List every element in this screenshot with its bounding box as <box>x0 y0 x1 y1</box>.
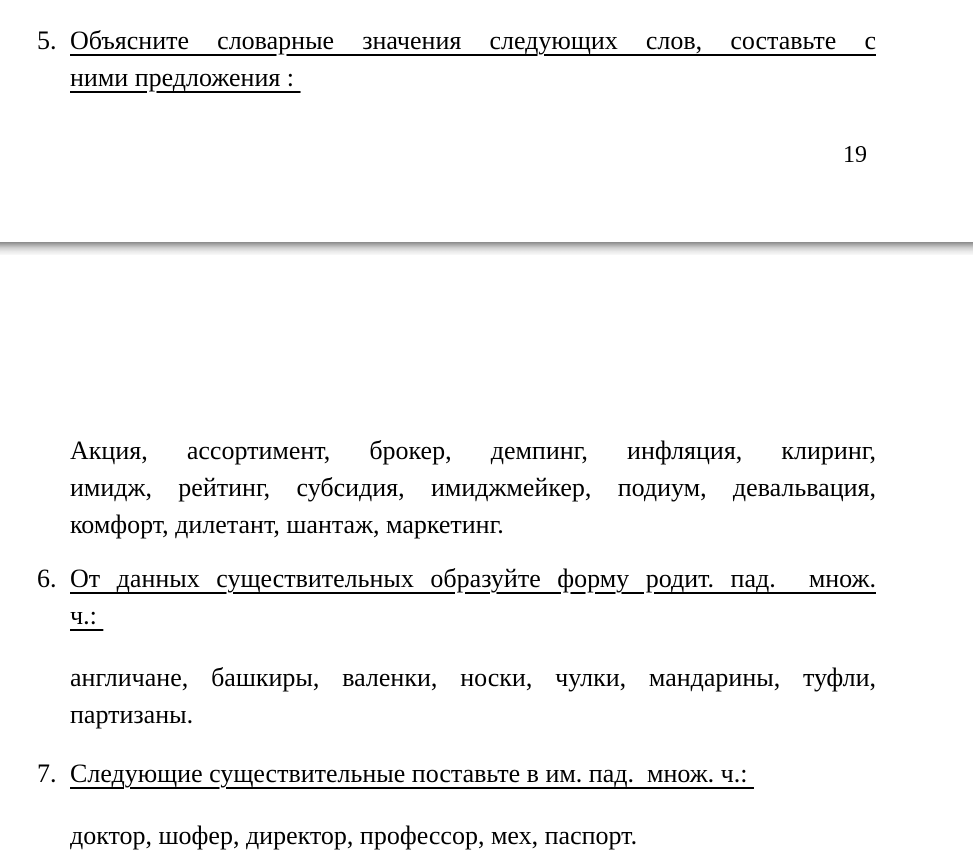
exercise-5-title-line-1 <box>70 22 876 59</box>
word-list-1-line-1: Акция, ассортимент, брокер, демпинг, инфляция, клиринг, <box>70 436 876 465</box>
word-list-1-line-3: комфорт, дилетант, шантаж, маркетинг. <box>70 510 504 539</box>
exercise-5 <box>37 22 876 96</box>
exercise-7-title-line-1-text: Следующие существительные поставьте в им. пад. множ. ч.: <box>70 759 754 788</box>
exercise-7 <box>37 755 876 792</box>
exercise-6-title-line-2 <box>70 597 876 634</box>
exercise-5-number: 5. <box>37 26 57 55</box>
exercise-6-title-line-2-text: ч.: <box>70 601 104 630</box>
exercise-5-title <box>70 22 876 96</box>
exercise-6 <box>37 560 876 634</box>
word-list-3-line-1: доктор, шофер, директор, профессор, мех, паспорт. <box>70 821 638 850</box>
page-number: 19 <box>843 142 867 168</box>
exercise-6-title-line-1-text: От данных существительных образуйте форму родит. пад. множ. <box>70 564 876 593</box>
exercise-5-title-line-2 <box>70 59 876 96</box>
word-list-2 <box>70 659 876 733</box>
word-list-2-line-2: партизаны. <box>70 700 194 729</box>
exercise-7-number: 7. <box>37 759 57 788</box>
word-list-3 <box>70 817 876 854</box>
word-list-1 <box>70 432 876 543</box>
exercise-7-title-line-1 <box>70 755 876 792</box>
exercise-6-title <box>70 560 876 634</box>
word-list-2-line-1: англичане, башкиры, валенки, носки, чулки, мандарины, туфли, <box>70 663 876 692</box>
word-list-1-line-2: имидж, рейтинг, субсидия, имиджмейкер, подиум, девальвация, <box>70 473 876 502</box>
exercise-7-title <box>70 755 876 792</box>
page-break-divider <box>0 242 973 255</box>
exercise-5-title-line-2-text: ними предложения : <box>70 63 301 92</box>
exercise-6-title-line-1 <box>70 560 876 597</box>
exercise-6-number: 6. <box>37 564 57 593</box>
exercise-5-title-line-1-text: Объясните словарные значения следующих слов, составьте с <box>70 26 876 55</box>
